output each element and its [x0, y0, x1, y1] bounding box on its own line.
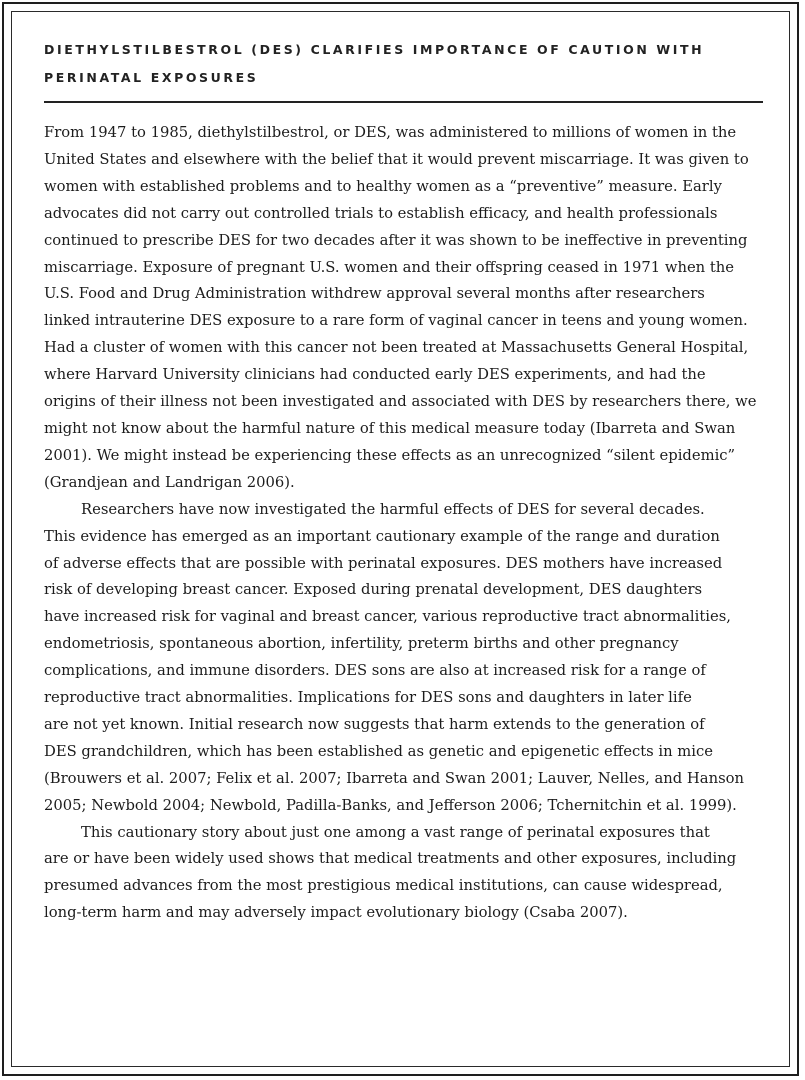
text-line: advocates did not carry out controlled trials to establish efficacy, and health professionals — [44, 204, 718, 222]
text-line: are not yet known. Initial research now suggests that harm extends to the generation of — [44, 715, 705, 733]
paragraph-3 — [44, 820, 784, 928]
text-line: continued to prescribe DES for two decades after it was shown to be ineffective in preventing — [44, 231, 748, 249]
text-line: reproductive tract abnormalities. Implications for DES sons and daughters in later life — [44, 689, 692, 707]
paragraph-2 — [44, 497, 784, 820]
text-line: endometriosis, spontaneous abortion, infertility, preterm births and other pregnancy — [44, 635, 679, 653]
text-line: This cautionary story about just one among a vast range of perinatal exposures that — [81, 823, 710, 841]
title-divider — [44, 101, 763, 103]
text-line: miscarriage. Exposure of pregnant U.S. women and their offspring ceased in 1971 when the — [44, 258, 735, 276]
sidebar-title: DIETHYLSTILBESTROL (DES) CLARIFIES IMPORTANCE OF CAUTION WITH PERINATAL EXPOSURES — [44, 42, 705, 85]
text-line: risk of developing breast cancer. Exposed during prenatal development, DES daughters — [44, 581, 703, 599]
text-line: This evidence has emerged as an important cautionary example of the range and duration — [44, 527, 720, 545]
text-line: where Harvard University clinicians had conducted early DES experiments, and had the — [44, 366, 706, 384]
text-line: 2005; Newbold 2004; Newbold, Padilla-Banks, and Jefferson 2006; Tchernitchin et al. 1999). — [44, 796, 737, 814]
text-line: Had a cluster of women with this cancer not been treated at Massachusetts General Hospital, — [44, 339, 749, 357]
text-line: origins of their illness not been investigated and associated with DES by researchers there, we — [44, 393, 757, 411]
text-line: have increased risk for vaginal and breast cancer, various reproductive tract abnormalities, — [44, 608, 731, 626]
text-line: From 1947 to 1985, diethylstilbestrol, or DES, was administered to millions of women in the — [44, 124, 737, 141]
text-line: DES grandchildren, which has been established as genetic and epigenetic effects in mice — [44, 742, 714, 760]
paragraph-1 — [44, 120, 784, 497]
sidebar-body — [44, 120, 784, 927]
text-line: U.S. Food and Drug Administration withdrew approval several months after researchers — [44, 285, 705, 303]
text-line: women with established problems and to healthy women as a “preventive” measure. Early — [44, 177, 722, 195]
text-line: 2001). We might instead be experiencing these effects as an unrecognized “silent epidemic” — [44, 446, 736, 464]
text-line: long-term harm and may adversely impact evolutionary biology (Csaba 2007). — [44, 904, 628, 922]
text-line: (Brouwers et al. 2007; Felix et al. 2007; Ibarreta and Swan 2001; Lauver, Nelles, and Hanson — [44, 769, 745, 787]
text-line: Researchers have now investigated the harmful effects of DES for several decades. — [81, 500, 705, 518]
text-line: might not know about the harmful nature of this medical measure today (Ibarreta and Swan — [44, 419, 736, 437]
text-line: linked intrauterine DES exposure to a rare form of vaginal cancer in teens and young women. — [44, 312, 748, 330]
text-line: (Grandjean and Landrigan 2006). — [44, 473, 295, 491]
text-line: are or have been widely used shows that medical treatments and other exposures, including — [44, 850, 737, 868]
text-line: presumed advances from the most prestigious medical institutions, can cause widespread, — [44, 877, 723, 895]
text-line: complications, and immune disorders. DES sons are also at increased risk for a range of — [44, 662, 706, 680]
text-line: United States and elsewhere with the belief that it would prevent miscarriage. It was given to — [44, 150, 749, 168]
text-line: of adverse effects that are possible with perinatal exposures. DES mothers have increased — [44, 554, 723, 572]
